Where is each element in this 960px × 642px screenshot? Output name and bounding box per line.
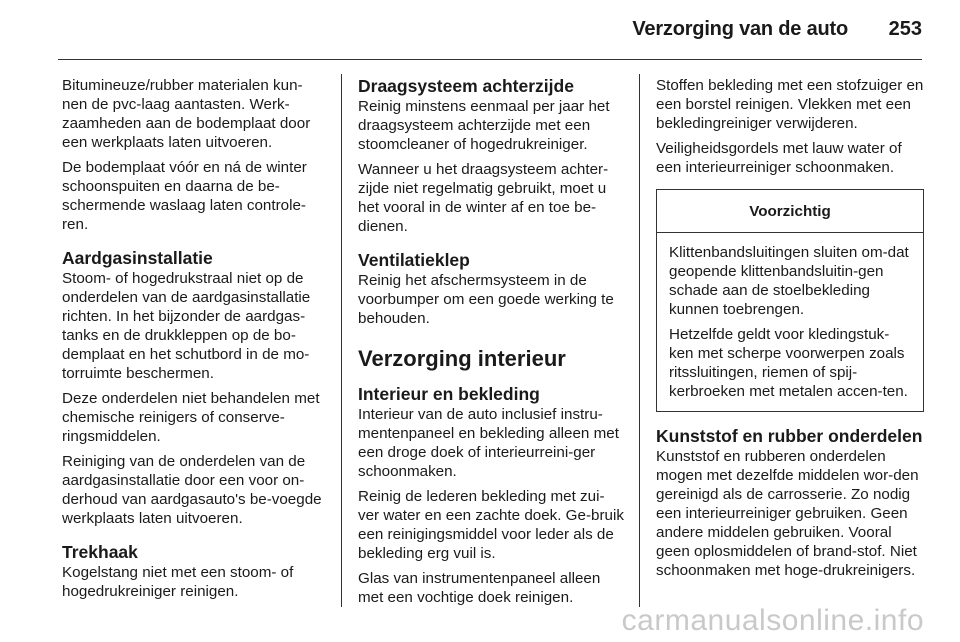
paragraph-trim-1: Interieur van de auto inclusief instru-mentenpaneel en bekleding alleen met een droge doek of interieurreini-ger schoonmaken. [358,406,619,480]
paragraph-gas-2: Deze onderdelen niet behandelen met chemische reinigers of conserve-ringsmiddelen. [62,390,320,445]
caution-body [657,233,923,411]
column-1 [62,76,327,607]
column-3 [656,76,924,586]
column-divider-2 [639,74,640,607]
caution-paragraph-2: Hetzelfde geldt voor kledingstuk-ken met scherpe voorwerpen zoals ritssluitingen, riemen of spij-kerbroeken met metalen accen-ten. [669,326,908,400]
column-divider-1 [341,74,342,607]
heading-natural-gas: Aardgasinstallatie [62,248,213,268]
heading-plastic-rubber: Kunststof en rubber onderdelen [656,426,923,446]
paragraph-carrier-1: Reinig minstens eenmaal per jaar het draagsysteem achterzijde met een stoomcleaner of hogedrukreiniger. [358,98,610,153]
page-header [0,0,960,60]
paragraph-bitumen: Bitumineuze/rubber materialen kun-nen de pvc-laag aantasten. Werk-zaamheden aan de bodemplaat door een werkplaats laten uitvoeren. [62,77,311,151]
caution-paragraph-1: Klittenbandsluitingen sluiten om-dat geopende klittenbandsluitin-gen schade aan de stoelbekleding kunnen toebrengen. [669,244,909,318]
paragraph-plastic: Kunststof en rubberen onderdelen mogen met dezelfde middelen wor-den gereinigd als de carrosserie. Zo nodig een interieurreiniger gebruiken. Geen andere middelen gebruiken. Vooral geen oplosmiddelen of brand-stof. Niet schoonmaken met hoge-drukreinigers. [656,448,919,579]
header-divider [58,59,922,60]
paragraph-trim-2: Reinig de lederen bekleding met zui-ver water en een zachte doek. Ge-bruik een reinigingsmiddel voor leder als de bekleding erg vuil is. [358,488,624,562]
paragraph-vent: Reinig het afschermsysteem in de voorbumper om een goede werking te behouden. [358,272,614,327]
page-number: 253 [888,18,922,40]
caution-box [656,189,924,412]
page-title: Verzorging van de auto [632,18,848,40]
heading-vent-flap: Ventilatieklep [358,250,470,270]
paragraph-towbar: Kogelstang niet met een stoom- of hogedrukreiniger reinigen. [62,564,294,600]
paragraph-upholstery: Stoffen bekleding met een stofzuiger en een borstel reinigen. Vlekken met een bekledingreiniger verwijderen. [656,77,924,132]
heading-towbar: Trekhaak [62,542,138,562]
heading-interior-care: Verzorging interieur [358,346,566,371]
heading-rear-carrier: Draagsysteem achterzijde [358,76,574,96]
paragraph-seatbelts: Veiligheidsgordels met lauw water of een interieurreiniger schoonmaken. [656,140,902,176]
watermark: carmanualsonline.info [621,604,924,637]
column-2 [358,76,624,613]
paragraph-carrier-2: Wanneer u het draagsysteem achter-zijde niet regelmatig gebruikt, moet u het vooral in de winter af en toe be-dienen. [358,161,609,235]
paragraph-underbody: De bodemplaat vóór en ná de winter schoonspuiten en daarna de be-schermende waslaag laten controle-ren. [62,159,307,233]
heading-interior-trim: Interieur en bekleding [358,384,540,404]
paragraph-gas-3: Reiniging van de onderdelen van de aardgasinstallatie door een voor on-derhoud van aardgasauto's be-voegde werkplaats laten uitvoeren. [62,453,322,527]
caution-title: Voorzichtig [657,190,923,233]
paragraph-trim-3: Glas van instrumentenpaneel alleen met een vochtige doek reinigen. [358,570,601,606]
paragraph-gas-1: Stoom- of hogedrukstraal niet op de onderdelen van de aardgasinstallatie richten. In het bijzonder de aardgas-tanks en de drukkleppen op de bo-demplaat en het schutbord in de mo-torruimte beschermen. [62,270,311,382]
